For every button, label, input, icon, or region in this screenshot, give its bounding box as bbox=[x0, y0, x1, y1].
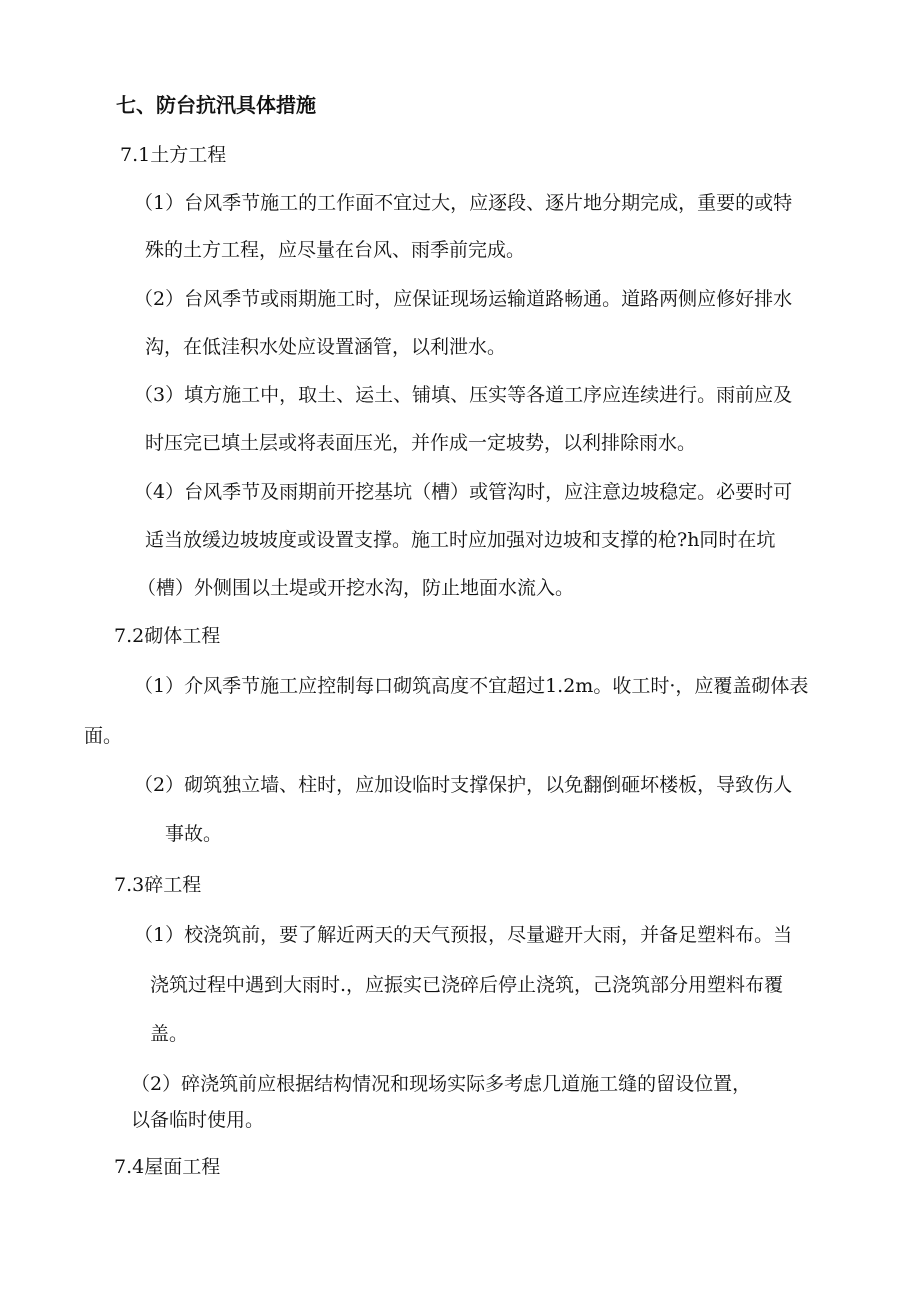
paragraph-line: （3）填方施工中，取土、运土、铺填、压实等各道工序应连续进行。雨前应及 bbox=[134, 384, 793, 406]
paragraph-line: （2）台风季节或雨期施工时，应保证现场运输道路畅通。道路两侧应修好排水 bbox=[134, 288, 793, 310]
paragraph-line: （2）碎浇筑前应根据结构情况和现场实际多考虑几道施工缝的留设位置， bbox=[131, 1073, 752, 1095]
paragraph-line: 浇筑过程中遇到大雨时.，应振实已浇碎后停止浇筑，己浇筑部分用塑料布覆 bbox=[150, 974, 784, 996]
paragraph-line: 以备临时使用。 bbox=[131, 1109, 265, 1131]
paragraph-line: 沟，在低洼积水处应设置涵管，以利泄水。 bbox=[145, 336, 507, 358]
paragraph-line: 适当放缓边坡坡度或设置支撑。施工时应加强对边坡和支撑的枪?h同时在坑 bbox=[145, 529, 776, 551]
paragraph-line: （2）砌筑独立墙、柱时，应加设临时支撑保护，以免翻倒砸坏楼板，导致伤人 bbox=[134, 774, 793, 796]
paragraph-line: （1）台风季节施工的工作面不宜过大，应逐段、逐片地分期完成，重要的或特 bbox=[134, 192, 793, 214]
paragraph-line: （1）校浇筑前，要了解近两天的天气预报，尽量避开大雨，并备足塑料布。当 bbox=[134, 924, 793, 946]
section-title: 7.4屋面工程 bbox=[114, 1156, 221, 1178]
paragraph-line: 面。 bbox=[84, 725, 123, 747]
paragraph-line: （槽）外侧围以土堤或开挖水沟，防止地面水流入。 bbox=[137, 577, 575, 599]
page-heading: 七、防台抗汛具体措施 bbox=[116, 93, 316, 117]
paragraph-line: 盖。 bbox=[150, 1023, 189, 1045]
paragraph-line: （1）介风季节施工应控制每口砌筑高度不宜超过1.2m。收工时·，应覆盖砌体表 bbox=[134, 675, 809, 697]
section-title: 7.3碎工程 bbox=[114, 874, 202, 896]
section-title: 7.1土方工程 bbox=[120, 144, 227, 166]
section-title: 7.2砌体工程 bbox=[114, 625, 221, 647]
paragraph-line: （4）台风季节及雨期前开挖基坑（槽）或管沟时，应注意边坡稳定。必要时可 bbox=[134, 481, 793, 503]
paragraph-line: 事故。 bbox=[165, 823, 223, 845]
paragraph-line: 时压完已填土层或将表面压光，并作成一定坡势，以利排除雨水。 bbox=[145, 432, 697, 454]
paragraph-line: 殊的土方工程，应尽量在台风、雨季前完成。 bbox=[145, 239, 526, 261]
